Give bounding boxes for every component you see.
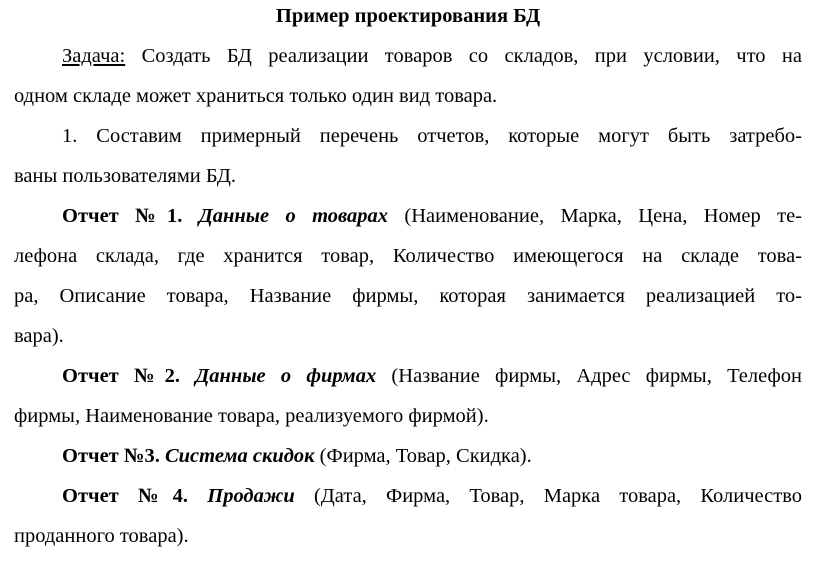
report-4-label: Отчет №4.	[62, 485, 189, 507]
report-3-name: Система скидок	[164, 445, 315, 467]
report-1-label: Отчет №1.	[62, 205, 183, 227]
report-3-line-1	[14, 444, 802, 468]
point-1-line-1: 1. Составим примерный перечень отчетов, которые могут быть затребо-	[62, 125, 802, 147]
report-3-label: Отчет №3.	[62, 445, 160, 467]
report-1-line-4: вара).	[14, 325, 64, 347]
report-2-line-1	[14, 364, 802, 388]
task-text-1: Создать БД реализации товаров со складов, при условии, что на	[125, 45, 802, 67]
report-2-label: Отчет №2.	[62, 365, 181, 387]
task-line-1	[14, 44, 802, 68]
report-2-line-2: фирмы, Наименование товара, реализуемого фирмой).	[14, 405, 489, 427]
report-3-text-1: (Фирма, Товар, Скидка).	[314, 445, 532, 467]
report-4-line-2: проданного товара).	[14, 525, 189, 547]
report-2-name: Данные о фирмах	[195, 365, 377, 387]
task-line-2: одном складе может храниться только один вид товара.	[14, 85, 498, 107]
report-1-text-1: (Наименование, Марка, Цена, Номер те-	[388, 205, 802, 227]
report-1-name: Данные о товарах	[198, 205, 389, 227]
report-4-text-1: (Дата, Фирма, Товар, Марка товара, Количество	[294, 485, 802, 507]
page-title: Пример проектирования БД	[275, 5, 541, 27]
report-2-text-1: (Название фирмы, Адрес фирмы, Телефон	[376, 365, 802, 387]
report-1-line-1	[14, 204, 802, 228]
report-1-line-2: лефона склада, где хранится товар, Количество имеющегося на складе това-	[14, 245, 802, 267]
report-4-name: Продажи	[207, 485, 295, 507]
report-1-line-3: ра, Описание товара, Название фирмы, которая занимается реализацией то-	[14, 285, 802, 307]
task-label: Задача:	[62, 45, 126, 67]
point-1-line-2: ваны пользователями БД.	[14, 165, 236, 187]
report-4-line-1	[14, 484, 802, 508]
